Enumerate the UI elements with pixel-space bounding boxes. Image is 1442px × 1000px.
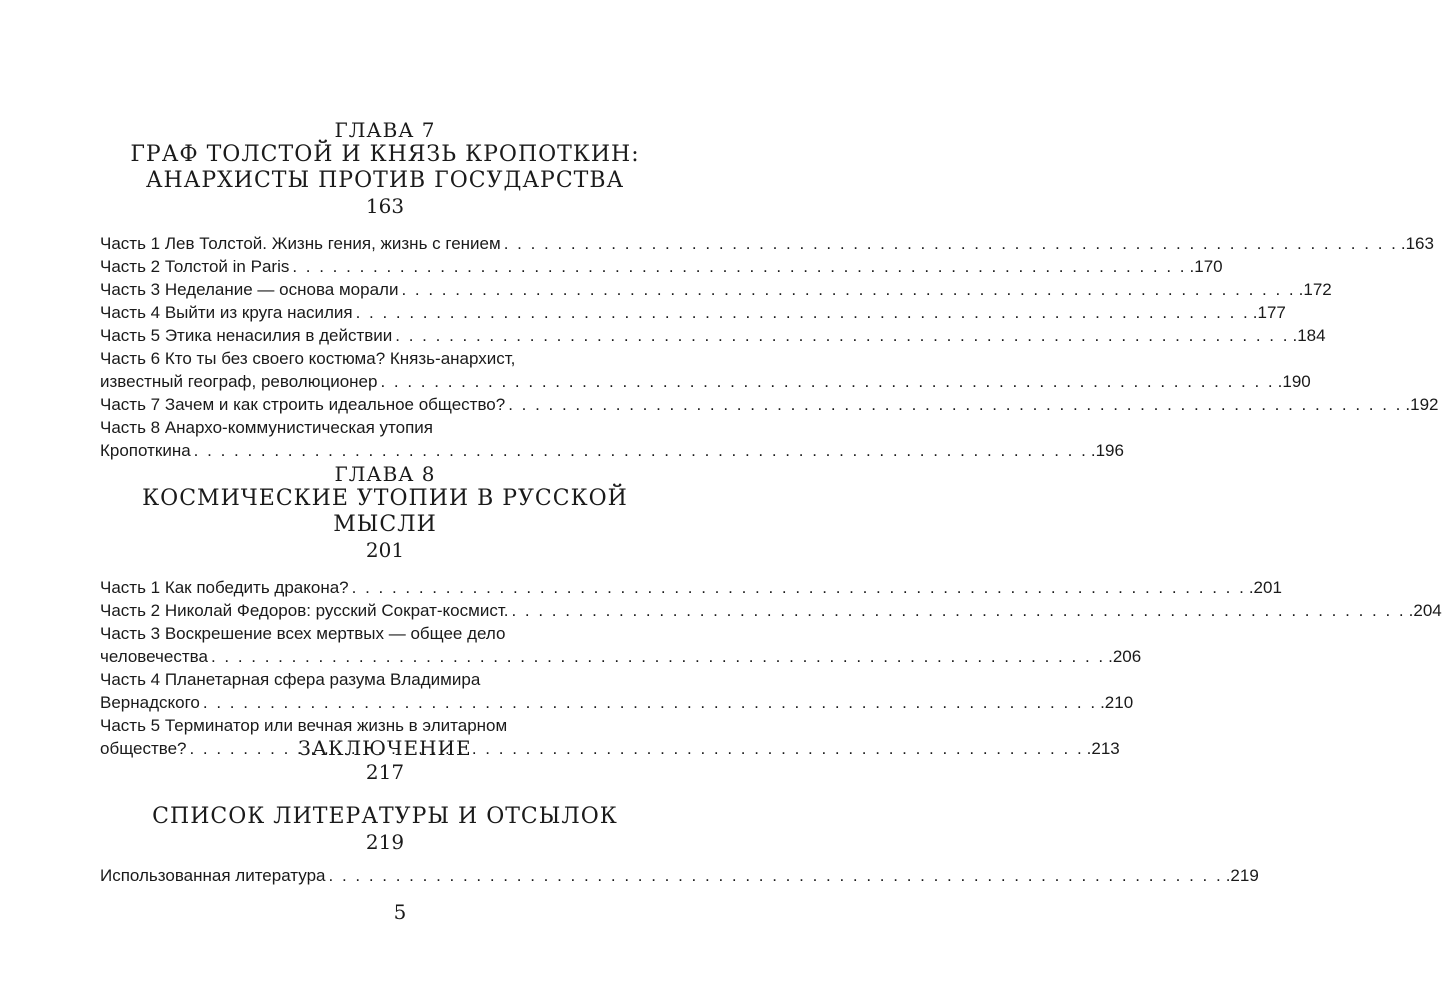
toc-entry[interactable] [100,645,1142,668]
toc-entry-page: .192 [1405,395,1439,414]
chapter-7-page: 163 [365,194,405,218]
toc-entry-text: Кропоткина [100,441,191,460]
chapter-7-toc [100,232,1439,462]
chapter-8-title: КОСМИЧЕСКИЕ УТОПИИ В РУССКОЙ МЫСЛИ [142,486,628,537]
chapter-8-label: ГЛАВА 8 [334,462,436,486]
toc-leader-dots [356,301,1250,324]
chapter-8-section [100,462,1442,760]
toc-entry-line1[interactable]: Часть 6 Кто ты без своего костюма? Князь-анархист, [100,349,516,368]
toc-entry-text: Часть 1 Как победить дракона? [100,578,349,597]
toc-entry-line1[interactable]: Часть 4 Планетарная сфера разума Владимира [100,670,481,689]
toc-entry-text: Часть 4 Выйти из круга насилия [100,303,353,322]
toc-entry-page: .201 [1248,578,1282,597]
toc-entry-text: Часть 5 Этика ненасилия в действии [100,326,393,345]
toc-entry-line1[interactable]: Часть 3 Воскрешение всех мертвых — общее дело [100,624,506,643]
toc-entry[interactable] [100,278,1332,301]
references-title[interactable]: СПИСОК ЛИТЕРАТУРЫ И ОТСЫЛОК [152,804,618,829]
toc-entry-text: Вернадского [100,693,200,712]
toc-entry-text: Часть 3 Неделание — основа морали [100,280,399,299]
toc-entry-page: .172 [1298,280,1332,299]
toc-entry[interactable] [100,576,1282,599]
toc-entry-line1[interactable]: Часть 5 Терминатор или вечная жизнь в элитарном [100,716,508,735]
chapter-7-label: ГЛАВА 7 [334,118,436,142]
chapter-7-section [100,118,1439,462]
chapter-7-title-line2: АНАРХИСТЫ ПРОТИВ ГОСУДАРСТВА [145,168,625,193]
chapter-8-page: 201 [365,538,405,562]
references-toc [100,864,1259,887]
toc-entry-page: .196 [1090,441,1124,460]
page-number: 5 [393,900,407,924]
toc-entry-page: .170 [1189,257,1223,276]
chapter-8-toc [100,576,1442,760]
toc-leader-dots [329,864,1223,887]
toc-entry-page: .219 [1225,866,1259,885]
toc-leader-dots [203,691,1097,714]
toc-entry-page: .184 [1292,326,1326,345]
toc-entry[interactable] [100,370,1311,393]
toc-entry-line1[interactable]: Часть 8 Анархо-коммунистическая утопия [100,418,433,437]
toc-entry-page: .163 [1400,234,1434,253]
toc-entry-page: .213 [1086,739,1120,758]
toc-leader-dots [380,370,1274,393]
toc-leader-dots [508,393,1402,416]
toc-entry[interactable] [100,393,1439,416]
toc-leader-dots [511,599,1405,622]
toc-entry-page: .206 [1108,647,1142,666]
toc-entry-text: Часть 2 Толстой in Paris [100,257,290,276]
toc-entry[interactable] [100,324,1326,347]
toc-entry-page: .177 [1252,303,1286,322]
conclusion-title[interactable]: ЗАКЛЮЧЕНИЕ [298,736,472,760]
toc-entry[interactable] [100,255,1223,278]
toc-entry-text: обществе? [100,739,187,758]
toc-entry-page: .204 [1408,601,1442,620]
toc-entry[interactable] [100,691,1134,714]
toc-entry[interactable] [100,599,1442,622]
toc-leader-dots [352,576,1246,599]
toc-entry-page: .190 [1277,372,1311,391]
toc-entry-text: известный географ, революционер [100,372,378,391]
toc-leader-dots [194,439,1088,462]
toc-entry[interactable] [100,439,1124,462]
toc-leader-dots [211,645,1105,668]
toc-entry[interactable] [100,232,1434,255]
toc-entry-text: Использованная литература [100,866,326,885]
toc-leader-dots [292,255,1186,278]
toc-entry-text: Часть 7 Зачем и как строить идеальное общество? [100,395,506,414]
toc-entry-text: Часть 1 Лев Толстой. Жизнь гения, жизнь с гением [100,234,501,253]
toc-entry-text: человечества [100,647,208,666]
toc-entry-page: .210 [1100,693,1134,712]
chapter-7-title-line1: ГРАФ ТОЛСТОЙ И КНЯЗЬ КРОПОТКИН: [130,142,640,167]
toc-leader-dots [395,324,1289,347]
references-section [100,804,1259,887]
toc-leader-dots [504,232,1398,255]
conclusion-section [100,736,670,784]
conclusion-page: 217 [365,760,405,784]
toc-entry-text: Часть 2 Николай Федоров: русский Сократ-космист. [100,601,509,620]
references-page: 219 [365,830,405,854]
toc-entry[interactable] [100,301,1286,324]
toc-entry[interactable] [100,864,1259,887]
toc-leader-dots [401,278,1295,301]
